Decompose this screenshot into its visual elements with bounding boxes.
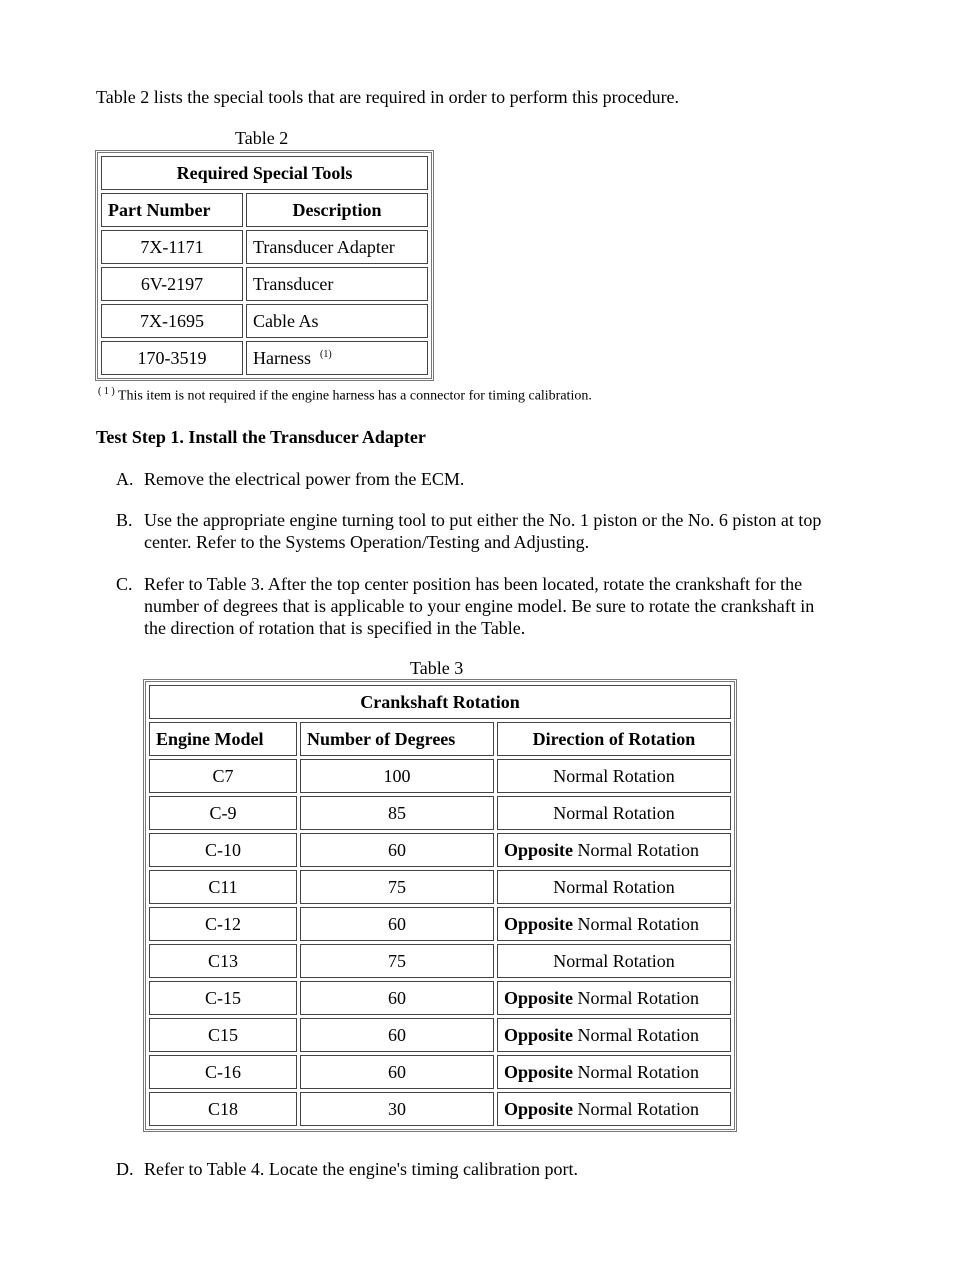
list-letter: C.: [116, 574, 133, 594]
number-of-degrees: 75: [300, 944, 494, 978]
table-row: [149, 944, 731, 978]
part-number: 7X-1695: [101, 304, 243, 338]
number-of-degrees: 60: [300, 833, 494, 867]
list-text: [144, 573, 814, 639]
crankshaft-rotation-table: [145, 681, 735, 1130]
number-of-degrees: 60: [300, 1055, 494, 1089]
direction-of-rotation: [497, 870, 731, 904]
list-text-line: Use the appropriate engine turning tool to put either the No. 1 piston or the No. 6 piston at top: [144, 510, 822, 530]
table-row: [149, 1018, 731, 1052]
table3-header-direction: Direction of Rotation: [497, 722, 731, 756]
direction-of-rotation: [497, 759, 731, 793]
table-row: [149, 1092, 731, 1126]
opposite-label: Opposite: [504, 839, 574, 860]
opposite-label: Opposite: [504, 1061, 574, 1082]
part-number: 7X-1171: [101, 230, 243, 264]
part-description: Transducer Adapter: [246, 230, 428, 264]
direction-of-rotation: [497, 1018, 731, 1052]
list-text: Remove the electrical power from the ECM.: [144, 469, 465, 489]
footnote-text: This item is not required if the engine harness has a connector for timing calibration.: [117, 388, 592, 404]
table2-footnote: [98, 386, 592, 405]
number-of-degrees: 60: [300, 1018, 494, 1052]
engine-model: C-9: [149, 796, 297, 830]
direction-of-rotation: [497, 944, 731, 978]
part-number: 6V-2197: [101, 267, 243, 301]
table-row: [101, 304, 428, 338]
list-text: [144, 509, 821, 553]
table-row: [101, 230, 428, 264]
list-letter: D.: [116, 1159, 134, 1179]
number-of-degrees: 75: [300, 870, 494, 904]
direction-of-rotation: [497, 1055, 731, 1089]
engine-model: C-15: [149, 981, 297, 1015]
direction-of-rotation: [497, 833, 731, 867]
table-row: [149, 796, 731, 830]
table-row: [149, 907, 731, 941]
number-of-degrees: 85: [300, 796, 494, 830]
part-description: Harness: [253, 347, 311, 368]
footnote-ref: (1): [319, 348, 332, 360]
table2-title: Required Special Tools: [101, 156, 428, 190]
table3-caption: Table 3: [410, 658, 464, 678]
rotation-label: Normal Rotation: [577, 839, 699, 860]
opposite-label: Opposite: [504, 1098, 574, 1119]
table2-caption: Table 2: [235, 128, 289, 148]
table-row: [101, 267, 428, 301]
part-description: Cable As: [246, 304, 428, 338]
list-letter: B.: [116, 510, 133, 530]
direction-of-rotation: [497, 796, 731, 830]
list-text-line: number of degrees that is applicable to your engine model. Be sure to rotate the crankshaft in: [144, 596, 815, 616]
list-text-line: center. Refer to the Systems Operation/Testing and Adjusting.: [144, 532, 590, 552]
rotation-label: Normal Rotation: [577, 913, 699, 934]
number-of-degrees: 30: [300, 1092, 494, 1126]
part-description-cell: [246, 341, 428, 375]
opposite-label: Opposite: [504, 987, 574, 1008]
opposite-label: Opposite: [504, 913, 574, 934]
direction-of-rotation: [497, 907, 731, 941]
direction-of-rotation: [497, 1092, 731, 1126]
number-of-degrees: 60: [300, 981, 494, 1015]
direction-of-rotation: [497, 981, 731, 1015]
table-row: [149, 1055, 731, 1089]
list-letter: A.: [116, 469, 134, 489]
table3-header-degrees: Number of Degrees: [300, 722, 494, 756]
engine-model: C11: [149, 870, 297, 904]
engine-model: C-12: [149, 907, 297, 941]
step-title: Test Step 1. Install the Transducer Adapter: [96, 427, 426, 447]
rotation-label: Normal Rotation: [577, 1061, 699, 1082]
part-description: Transducer: [246, 267, 428, 301]
table3-header-model: Engine Model: [149, 722, 297, 756]
part-number: 170-3519: [101, 341, 243, 375]
rotation-label: Normal Rotation: [553, 950, 675, 971]
footnote-marker: ( 1 ): [98, 386, 115, 397]
table-row: [149, 981, 731, 1015]
table-row: [149, 759, 731, 793]
list-text-line: the direction of rotation that is specified in the Table.: [144, 618, 526, 638]
required-tools-table: [97, 152, 432, 379]
rotation-label: Normal Rotation: [577, 987, 699, 1008]
table2-header-desc: Description: [246, 193, 428, 227]
rotation-label: Normal Rotation: [553, 876, 675, 897]
rotation-label: Normal Rotation: [577, 1024, 699, 1045]
table2-header-part: Part Number: [101, 193, 243, 227]
list-text: Refer to Table 4. Locate the engine's timing calibration port.: [144, 1159, 579, 1179]
rotation-label: Normal Rotation: [577, 1098, 699, 1119]
table-row: [101, 341, 428, 375]
intro-paragraph: Table 2 lists the special tools that are required in order to perform this procedure.: [96, 87, 680, 107]
number-of-degrees: 60: [300, 907, 494, 941]
rotation-label: Normal Rotation: [553, 802, 675, 823]
engine-model: C13: [149, 944, 297, 978]
opposite-label: Opposite: [504, 1024, 574, 1045]
table-row: [149, 870, 731, 904]
list-text-line: Refer to Table 3. After the top center position has been located, rotate the crankshaft for the: [144, 574, 803, 594]
engine-model: C-16: [149, 1055, 297, 1089]
engine-model: C7: [149, 759, 297, 793]
table3-title: Crankshaft Rotation: [149, 685, 731, 719]
engine-model: C15: [149, 1018, 297, 1052]
number-of-degrees: 100: [300, 759, 494, 793]
engine-model: C-10: [149, 833, 297, 867]
table-row: [149, 833, 731, 867]
rotation-label: Normal Rotation: [553, 765, 675, 786]
engine-model: C18: [149, 1092, 297, 1126]
